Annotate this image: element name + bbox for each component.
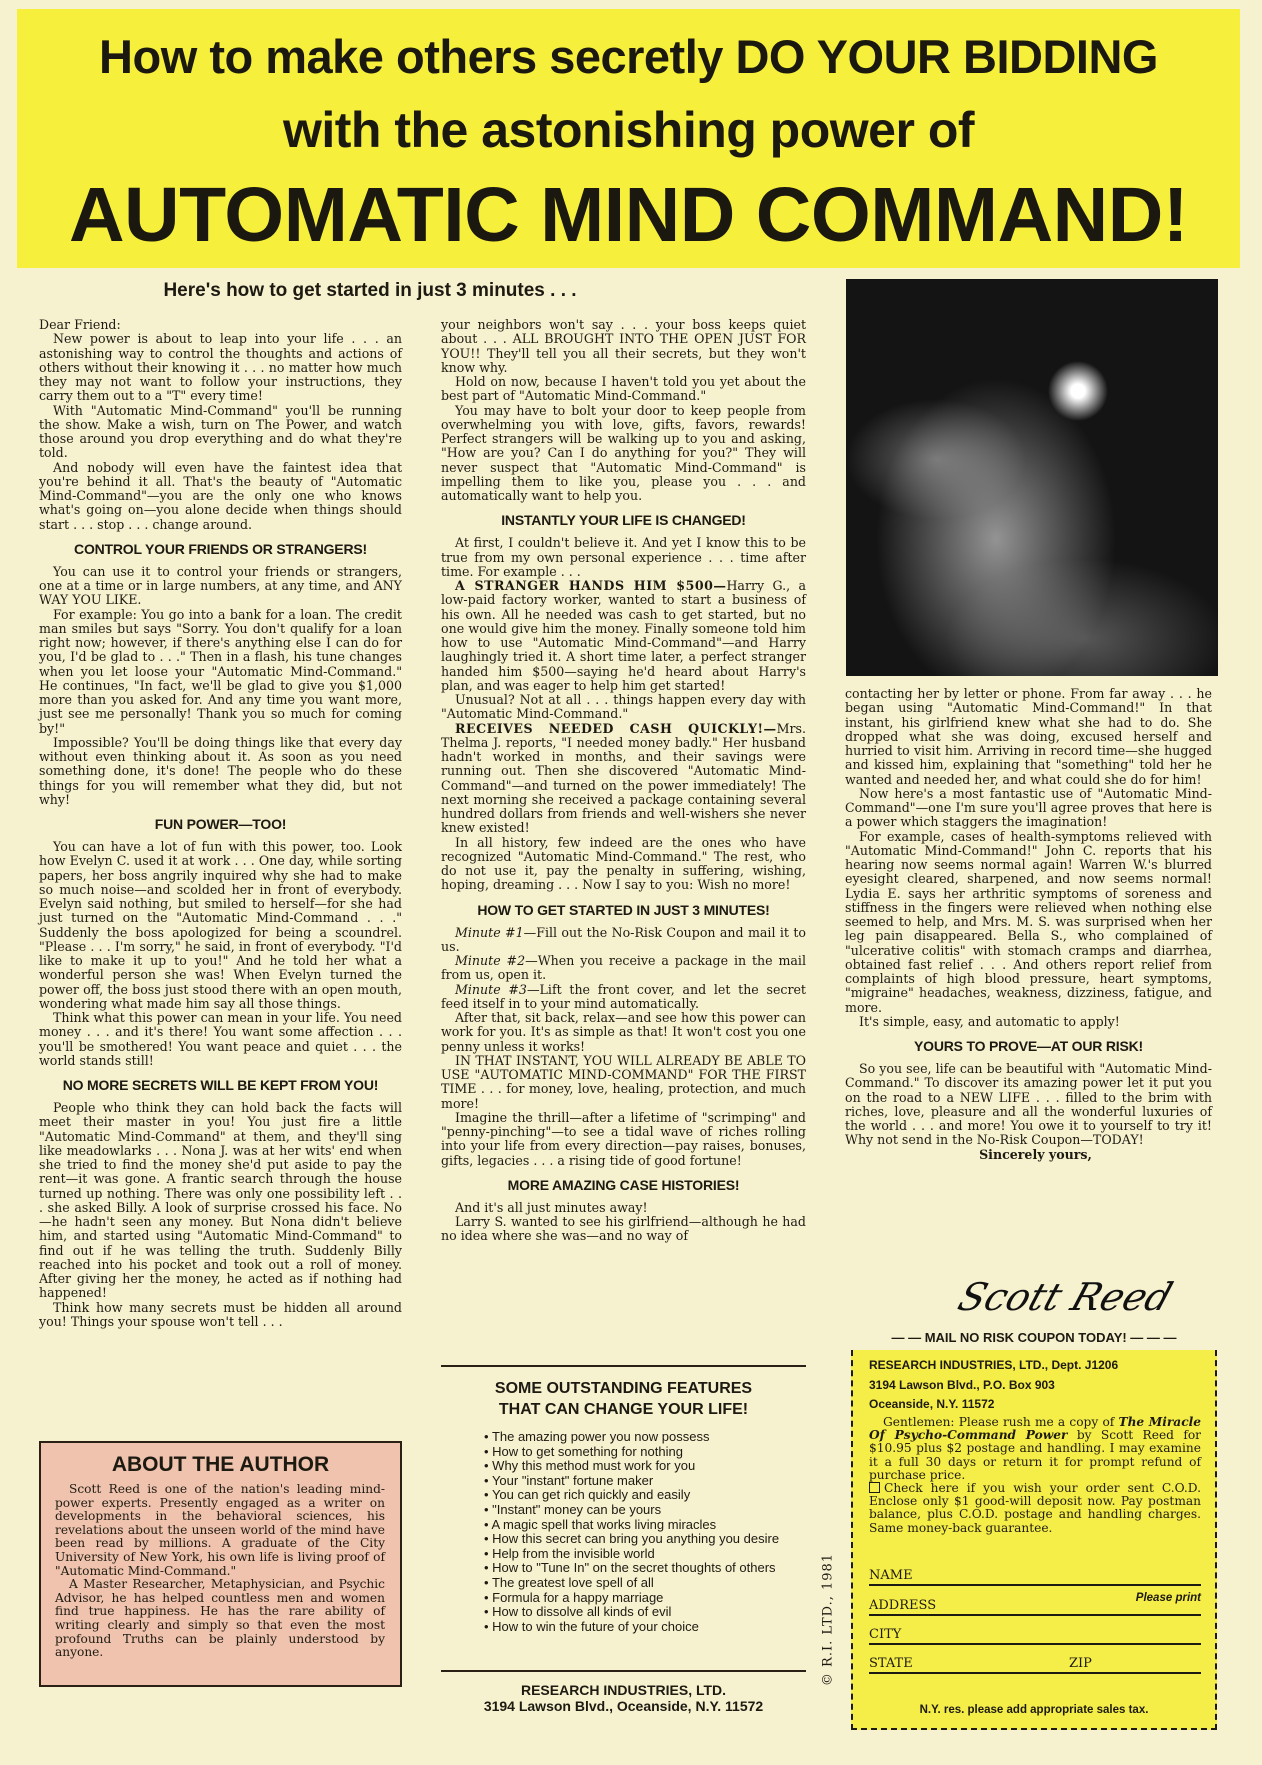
address-field — [869, 1597, 1201, 1616]
paragraph-text: Mrs. Thelma J. reports, "I needed money badly." Her husband hadn't worked in months, and their savings were running out. Then she discovered "Automatic Mind-Command"—and turned on the power immediately! The next morning she received a package containing several hundred dollars from friends and well-wishers she never knew existed! — [441, 720, 806, 836]
paragraph-text: Dear Friend: — [39, 317, 121, 332]
address-label: ADDRESS — [869, 1598, 937, 1613]
paragraph-text: It's simple, easy, and automatic to apply! — [859, 1013, 1120, 1029]
subtitle — [110, 280, 630, 302]
about-author-text — [55, 1483, 385, 1660]
about-author-paragraph: A Master Researcher, Metaphysician, and Psychic Advisor, he has helped countless men and women find true happiness. He has the rare ability of writing clearly and simply so that even the most profound Truths can be plainly understood by anyone. — [55, 1577, 385, 1660]
headline-text-1: How to make others secretly DO YOUR BIDDING — [99, 30, 1158, 83]
zip-label: ZIP — [1069, 1656, 1092, 1671]
feature-item: • You can get rich quickly and easily — [484, 1488, 804, 1503]
company-name: RESEARCH INDUSTRIES, LTD. — [520, 1682, 727, 1698]
paragraph-text: You can have a lot of fun with this power, too. Look how Evelyn C. used it at work . . . One day, while sorting papers, her boss angrily inquired why she had to make so much noise—and scolded her in front of everybody. Evelyn said nothing, but smiled to herself—for she had just turned on the "Automatic Mind-Command . . ." Suddenly the boss apologized for being a scoundrel. "Please . . . I'm sorry," he said, in front of everybody. "I'd like to make it up to you!" And he told her what a wonderful person she was! When Evelyn turned the power off, the boss just stood there with an open mouth, wondering what made him say all those things. — [39, 839, 402, 1011]
section-heading — [441, 512, 806, 529]
coupon-address — [869, 1356, 1209, 1415]
section-heading-text: CONTROL YOUR FRIENDS OR STRANGERS! — [74, 540, 367, 557]
about-the-author-box — [39, 1441, 402, 1687]
coupon-terms: by Scott Reed for $10.95 plus $2 postage and handling. I may examine it a full 30 days or return it for prompt refund of purchase price. — [869, 1428, 1201, 1482]
paragraph-text: IN THAT INSTANT, YOU WILL ALREADY BE ABLE TO USE "AUTOMATIC MIND-COMMAND" FOR THE FIRST TIME . . . for money, love, healing, protection, and much more! — [441, 1052, 806, 1111]
paragraph-text: In all history, few indeed are the ones who have recognized "Automatic Mind-Command." The rest, who do not use it, pay the penalty in suffering, wishing, hoping, dreaming . . . Now I say to you: Wish no more! — [441, 834, 806, 893]
body-paragraph — [441, 926, 806, 955]
paragraph-text: You can use it to control your friends or strangers, one at a time or in large numbers, at any time, and ANY WAY YOU LIKE. — [39, 563, 402, 608]
paragraph-text: Fill out the No-Risk Coupon and mail it to us. — [441, 924, 806, 954]
headline-line-2 — [17, 102, 1240, 158]
coupon-address-line: RESEARCH INDUSTRIES, LTD., Dept. J1206 — [869, 1358, 1119, 1372]
paragraph-text: Impossible? You'll be doing things like that every day without even thinking about it. As soon as you need something done, it's done! The people who do these things for you will remember what they did, but not why! — [39, 734, 402, 807]
coupon-intro: Gentlemen: Please rush me a copy of — [883, 1415, 1115, 1429]
body-paragraph — [39, 318, 402, 332]
body-paragraph — [845, 787, 1212, 830]
paragraph-text: And it's all just minutes away! — [455, 1199, 648, 1215]
paragraph-text: Unusual? Not at all . . . things happen every day with "Automatic Mind-Command." — [441, 692, 806, 722]
feature-item: • How to dissolve all kinds of evil — [484, 1605, 804, 1620]
body-paragraph — [39, 461, 402, 532]
body-paragraph — [441, 1111, 806, 1168]
about-author-paragraph: Scott Reed is one of the nation's leading mind-power experts. Presently engaged as a writer on developments in the behavioral sciences, his revelations about the unseen world of the mind have been read by millions. A graduate of the City University of New York, his own life is living proof of "Automatic Mind-Command." — [55, 1482, 385, 1578]
state-zip-field — [869, 1655, 1201, 1674]
paragraph-text: When you receive a package in the mail from us, open it. — [441, 953, 806, 983]
paragraph-text: With "Automatic Mind-Command" you'll be running the show. Make a wish, turn on The Power, and watch those around you drop everything and do what they're told. — [39, 402, 402, 461]
body-paragraph — [39, 1011, 402, 1068]
feature-item: • The greatest love spell of all — [484, 1576, 804, 1591]
paragraph-text: Lift the front cover, and let the secret feed itself in to your mind automatically. — [441, 981, 806, 1011]
feature-item: • Your "instant" fortune maker — [484, 1474, 804, 1489]
feature-item: • "Instant" money can be yours — [484, 1503, 804, 1518]
section-heading-text: FUN POWER—TOO! — [154, 816, 287, 832]
body-paragraph — [441, 1054, 806, 1111]
body-column-1 — [39, 318, 402, 1329]
feature-item: • The amazing power you now possess — [484, 1430, 804, 1445]
paragraph-text: So you see, life can be beautiful with "Automatic Mind-Command." To discover its amazing power let it put you on the road to a NEW LIFE . . . filled to the brim with riches, love, pleasure and all the wonderful luxuries of the world . . . and more! You owe it to yourself to try it! Why not send in the No-Risk Coupon—TODAY! — [845, 1061, 1212, 1148]
section-heading — [39, 816, 402, 833]
section-heading-text: HOW TO GET STARTED IN JUST 3 MINUTES! — [477, 901, 770, 918]
headline-text-2: with the astonishing power of — [282, 102, 975, 158]
name-label: NAME — [869, 1568, 913, 1583]
paragraph-text: You may have to bolt your door to keep people from overwhelming you with love, gifts, favors, rewards! Perfect strangers will be walking up to you and asking, "How are you? Can I do anything for you?" They will never suspect that "Automatic Mind-Command" is impelling them to like you, please you . . . and automatically want to help you. — [441, 402, 806, 503]
body-paragraph — [845, 1062, 1212, 1148]
paragraph-text: Think what this power can mean in your life. You need money . . . and it's there! You want some affection . . . you'll be smothered! You want peace and quiet . . . the world stands still! — [39, 1010, 402, 1068]
section-heading-text: INSTANTLY YOUR LIFE IS CHANGED! — [501, 512, 746, 529]
divider — [441, 1365, 806, 1367]
features-title-line-1: SOME OUTSTANDING FEATURES — [494, 1380, 753, 1397]
body-paragraph — [441, 318, 806, 375]
paragraph-text: At first, I couldn't believe it. And yet I know this to be true from my own personal experience . . . time after time. For example . . . — [441, 535, 806, 579]
section-heading — [39, 541, 402, 558]
body-paragraph — [441, 693, 806, 722]
feature-item: • Formula for a happy marriage — [484, 1591, 804, 1606]
cosmic-nebula-photo — [846, 279, 1218, 676]
copyright-notice: © R.I. LTD., 1981 — [820, 1552, 836, 1687]
body-paragraph — [441, 1201, 806, 1215]
body-paragraph — [39, 1301, 402, 1330]
feature-item: • A magic spell that works living miracles — [484, 1518, 804, 1533]
paragraph-lead: Minute #3— — [455, 981, 540, 997]
paragraph-text: For example: You go into a bank for a loan. The credit man smiles but says "Sorry. You don't qualify for a loan right now; however, if there's anything else I can do for you, I'd be glad to . . ." Then in a flash, his tune changes when you let loose your "Automatic Mind-Command." He continues, "In fact, we'll be glad to give you $1,000 more than you asked for. And any time you want more, just see me personally! Thank you so much for coming by!" — [39, 606, 402, 736]
body-paragraph — [441, 1215, 806, 1244]
name-field — [869, 1567, 1201, 1586]
paragraph-lead: RECEIVES NEEDED CASH QUICKLY!— — [455, 720, 777, 736]
section-heading — [845, 1038, 1212, 1055]
features-title — [441, 1378, 806, 1420]
section-heading-text: NO MORE SECRETS WILL BE KEPT FROM YOU! — [62, 1077, 379, 1093]
body-column-3 — [845, 687, 1212, 1162]
city-label: CITY — [869, 1627, 902, 1642]
paragraph-text: contacting her by letter or phone. From far away . . . he began using "Automatic Mind-Command!" In that instant, his girlfriend knew what she had to do. She dropped what she was doing, excused herself and hurried to visit him. Arriving in record time—she hugged and kissed him, explaining that "something" told her he wanted and needed her, and what could she do for him! — [845, 686, 1212, 787]
paragraph-text: Harry G., a low-paid factory worker, wanted to start a business of his own. All he needed was cash to get started, but no one would give him the money. Finally someone told him how to use "Automatic Mind-Command"—and Harry laughingly tried it. A short time later, a perfect stranger handed him $500—saying he'd heard about Harry's plan, and was eager to help him get started! — [441, 578, 806, 693]
feature-item: • Help from the invisible world — [484, 1547, 804, 1562]
cod-text: Check here if you wish your order sent C.O.D. Enclose only $1 good-will deposit now. Pay postman balance, plus C.O.D. postage and handling charges. Same money-back guarantee. — [869, 1481, 1201, 1535]
tax-note: N.Y. res. please add appropriate sales tax. — [919, 1704, 1149, 1716]
feature-item: • How to "Tune In" on the secret thoughts of others — [484, 1561, 804, 1576]
body-paragraph — [845, 1015, 1212, 1029]
state-label: STATE — [869, 1656, 913, 1671]
paragraph-text: your neighbors won't say . . . your boss keeps quiet about . . . ALL BROUGHT INTO THE OPEN JUST FOR YOU!! They'll tell you all their secrets, but they won't know why. — [441, 317, 806, 375]
city-field — [869, 1626, 1201, 1645]
company-address: 3194 Lawson Blvd., Oceanside, N.Y. 11572 — [483, 1698, 764, 1714]
headline-text-3: AUTOMATIC MIND COMMAND! — [68, 172, 1189, 258]
paragraph-text: After that, sit back, relax—and see how this power can work for you. It's as simple as that! It won't cost you one penny unless it works! — [441, 1010, 806, 1054]
section-heading — [441, 1177, 806, 1194]
paragraph-text: Sincerely yours, — [979, 1146, 1092, 1162]
body-paragraph — [39, 736, 402, 807]
section-heading-text: MORE AMAZING CASE HISTORIES! — [507, 1176, 740, 1193]
closing-line — [845, 1148, 1212, 1162]
paragraph-text: Now here's a most fantastic use of "Automatic Mind-Command"—one I'm sure you'll agree proves that here is a power which staggers the imagination! — [845, 785, 1212, 830]
author-signature: Scott Reed — [952, 1275, 1178, 1319]
body-paragraph — [441, 1011, 806, 1054]
body-paragraph — [441, 722, 806, 836]
paragraph-text: New power is about to leap into your life . . . an astonishing way to control the thoughts and actions of others without their knowing it . . . no matter how much they may not want to follow your instructions, they carry them out to a "T" every time! — [39, 331, 402, 404]
paragraph-text: Hold on now, because I haven't told you yet about the best part of "Automatic Mind-Command." — [441, 374, 806, 404]
features-title-line-2: THAT CAN CHANGE YOUR LIFE! — [498, 1401, 749, 1418]
company-footer — [441, 1682, 806, 1714]
feature-item: • Why this method must work for you — [484, 1459, 804, 1474]
paragraph-text: And nobody will even have the faintest idea that you're behind it all. That's the beauty of "Automatic Mind-Command"—you are the only one who knows what's going on—you alone decide when things should start . . . stop . . . change around. — [39, 459, 402, 532]
body-paragraph — [441, 579, 806, 693]
body-paragraph — [39, 608, 402, 736]
paragraph-lead: A STRANGER HANDS HIM $500— — [455, 578, 727, 593]
coupon-body — [869, 1416, 1201, 1535]
paragraph-lead: Minute #2— — [455, 953, 538, 968]
body-paragraph — [39, 565, 402, 608]
body-paragraph — [441, 983, 806, 1012]
body-paragraph — [441, 536, 806, 579]
paragraph-text: Imagine the thrill—after a lifetime of "scrimping" and "penny-pinching"—to see a tidal wave of riches rolling into your life from every direction—pay raises, bonuses, gifts, legacies . . . a rising tide of good fortune! — [441, 1109, 806, 1168]
body-paragraph — [441, 954, 806, 983]
paragraph-text: Think how many secrets must be hidden all around you! Things your spouse won't tell . . . — [39, 1299, 402, 1329]
body-paragraph — [441, 404, 806, 504]
section-heading-text: YOURS TO PROVE—AT OUR RISK! — [914, 1038, 1143, 1054]
section-heading — [441, 902, 806, 919]
paragraph-text: Larry S. wanted to see his girlfriend—although he had no idea where she was—and no way of — [441, 1214, 806, 1244]
coupon-header — [849, 1330, 1219, 1345]
body-paragraph — [441, 836, 806, 893]
body-paragraph — [39, 840, 402, 1011]
subtitle-text: Here's how to get started in just 3 minutes . . . — [163, 280, 577, 301]
coupon-header-text: — — MAIL NO RISK COUPON TODAY! — — — — [891, 1330, 1177, 1345]
body-paragraph — [39, 332, 402, 403]
coupon-address-line: 3194 Lawson Blvd., P.O. Box 903 — [869, 1377, 1055, 1392]
coupon-address-line: Oceanside, N.Y. 11572 — [869, 1397, 995, 1411]
features-list — [484, 1430, 804, 1634]
paragraph-text: People who think they can hold back the facts will meet their master in you! You just fire a little "Automatic Mind-Command" at them, and they'll sing like meadowlarks . . . Nona J. was at her wits' end when she tried to find the money she'd put aside to pay the rent—it was gone. A frantic search through the house turned up nothing. There was only one possibility left . . . she asked Billy. A look of surprise crossed his face. No—he hadn't seen any money. But Nona didn't believe him, and started using "Automatic Mind-Command" to find out if he was telling the truth. Suddenly Billy reached into his pocket and took out a roll of money. After giving her the money, he acted as if nothing had happened! — [39, 1100, 402, 1301]
body-paragraph — [845, 687, 1212, 787]
headline-main-title — [17, 172, 1240, 258]
feature-item: • How this secret can bring you anything you desire — [484, 1532, 804, 1547]
body-paragraph — [441, 375, 806, 404]
body-paragraph — [39, 1101, 402, 1301]
please-print-note: Please print — [1135, 1592, 1201, 1604]
cod-checkbox — [869, 1482, 880, 1493]
body-paragraph — [845, 830, 1212, 1015]
about-author-title: ABOUT THE AUTHOR — [111, 1453, 330, 1476]
paragraph-text: For example, cases of health-symptoms relieved with "Automatic Mind-Command!" John C. reports that his hearing now seems normal again! Warren W.'s blurred eyesight cleared, sharpened, and now seems normal! Lydia E. says her arthritic symptoms of soreness and stiffness in the fingers were relieved when nothing else seemed to help, and Mrs. M. S. was surprised when her leg pain disappeared. Bella S., who complained of "ulcerative colitis" with stomach cramps and diarrhea, obtained fast relief . . . And others report relief from complaints of high blood pressure, heart symptoms, "migraine" headaches, weakness, dizziness, fatigue, and more. — [845, 828, 1212, 1015]
body-paragraph — [39, 404, 402, 461]
headline-line-1 — [17, 30, 1240, 84]
body-column-2 — [441, 318, 806, 1244]
paragraph-lead: Minute #1— — [455, 924, 537, 940]
divider — [441, 1670, 806, 1672]
book-title: The Miracle Of Psycho-Command Power — [869, 1415, 1201, 1443]
feature-item: • How to get something for nothing — [484, 1445, 804, 1460]
feature-item: • How to win the future of your choice — [484, 1620, 804, 1635]
order-coupon — [851, 1350, 1217, 1730]
section-heading — [39, 1077, 402, 1094]
